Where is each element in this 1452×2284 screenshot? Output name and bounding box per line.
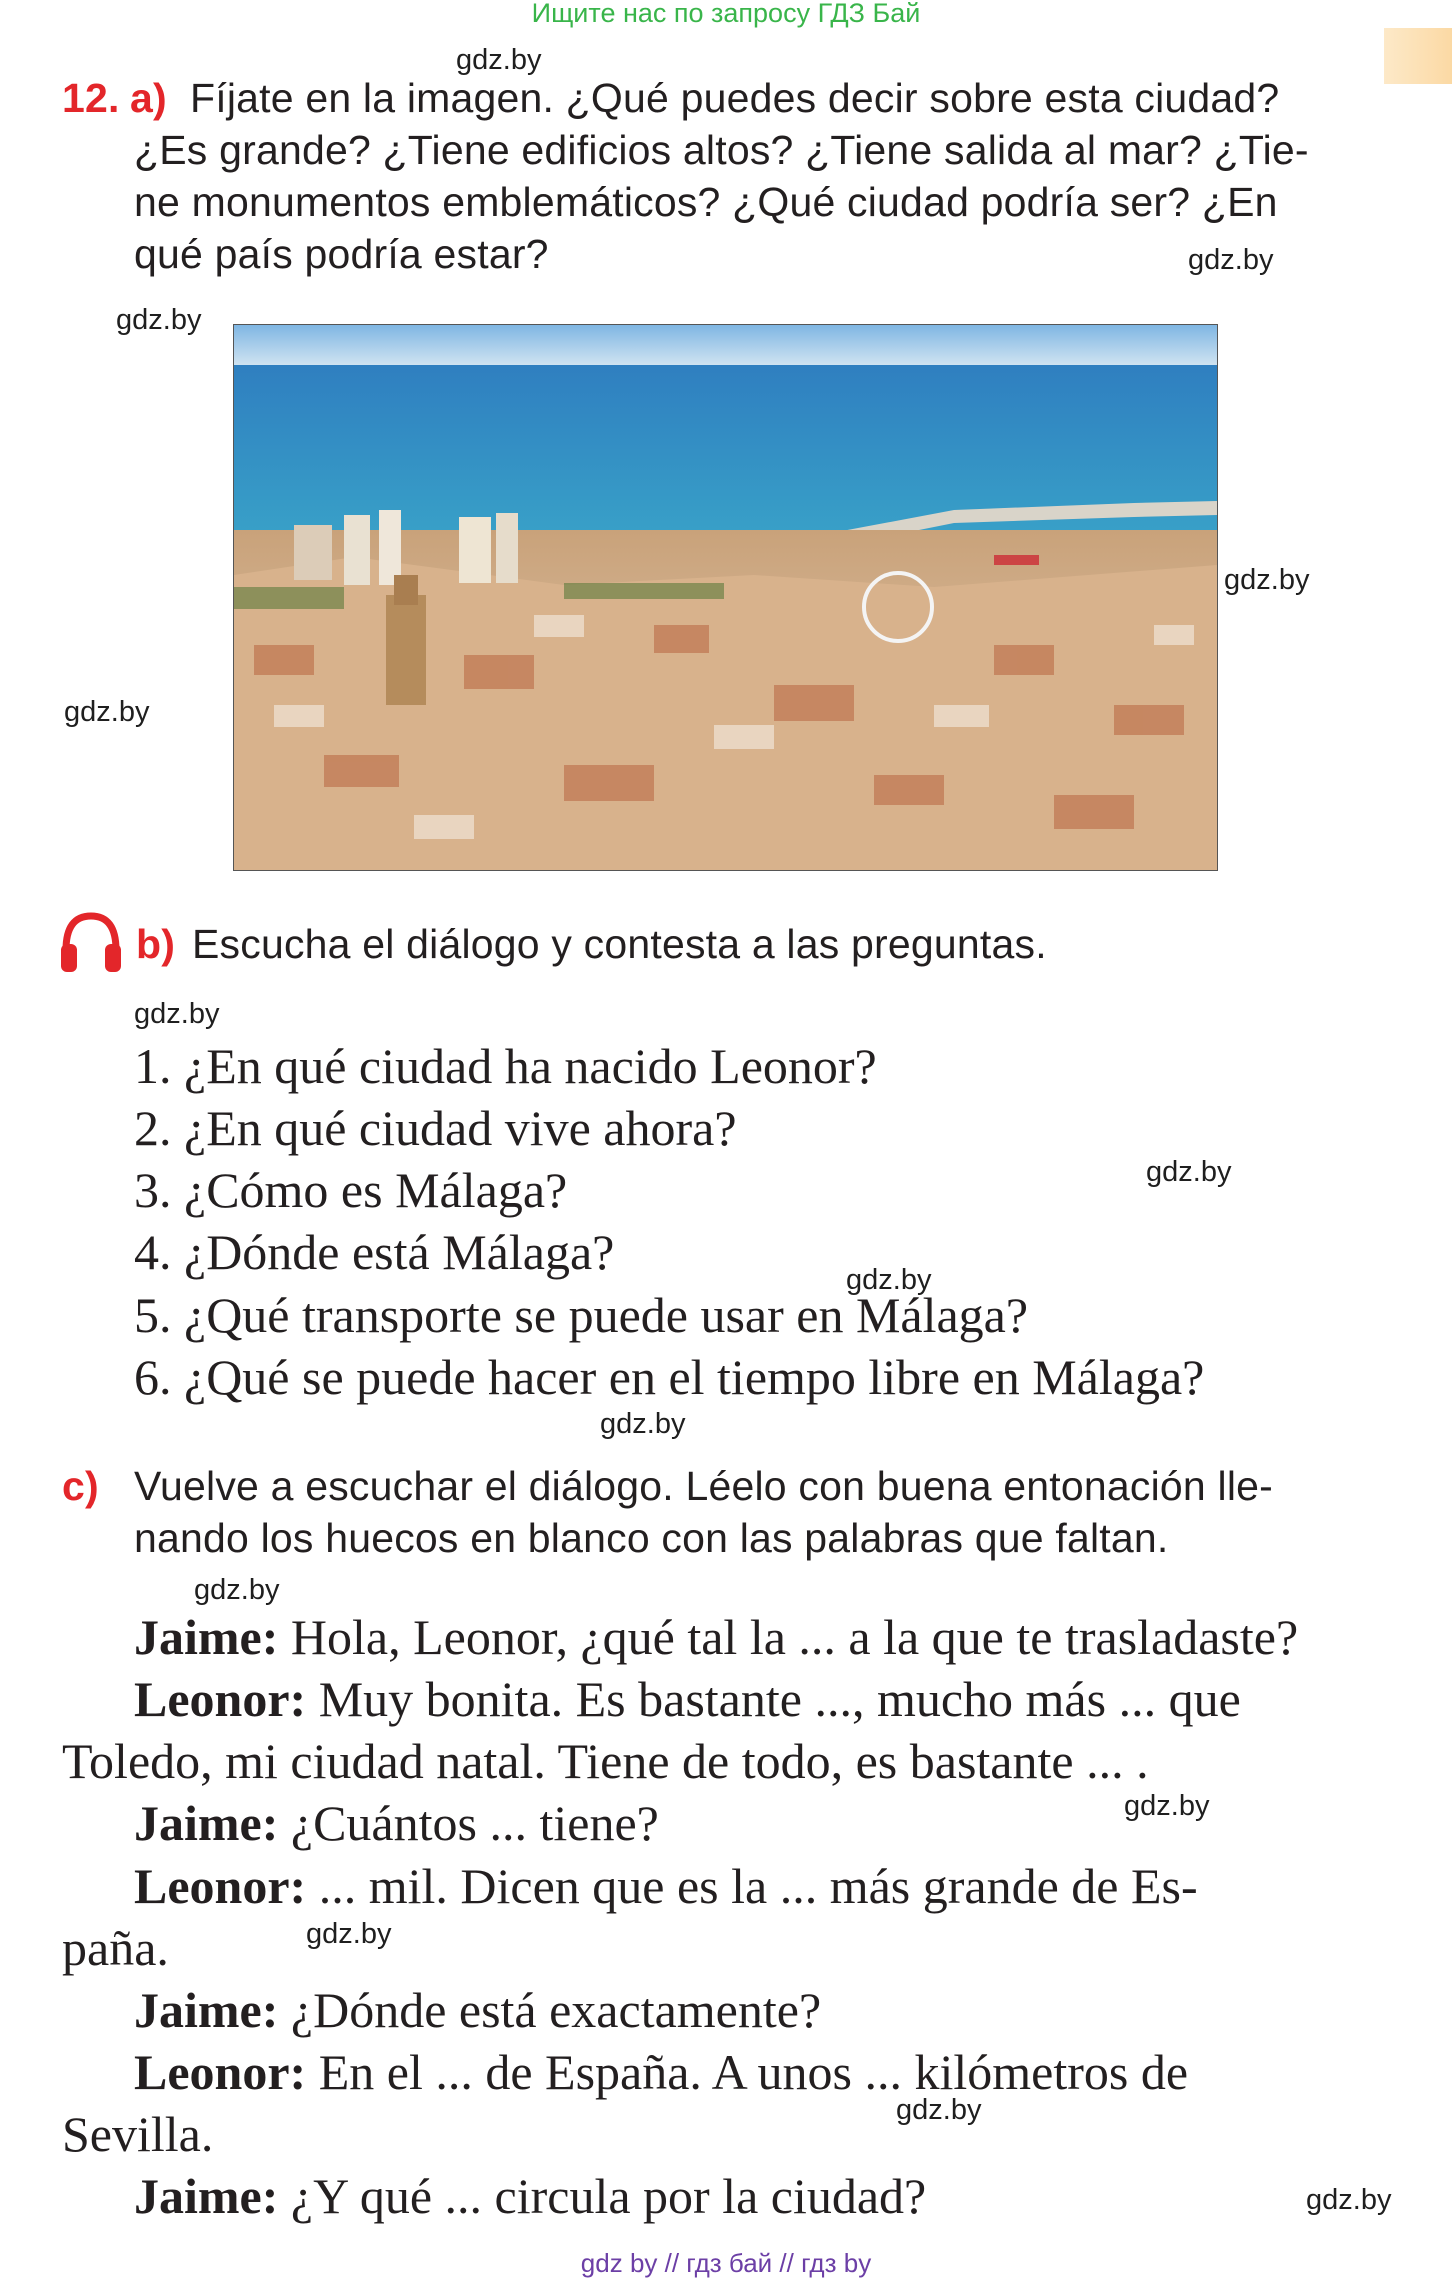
part-c-line: Vuelve a escuchar el diálogo. Léelo con buena entonación lle- bbox=[134, 1463, 1273, 1509]
dialogue-text: ¿Cuántos ... tiene? bbox=[278, 1795, 659, 1851]
watermark: gdz.by bbox=[1224, 564, 1310, 596]
dialogue-line bbox=[134, 1979, 821, 2041]
dialogue-text: Hola, Leonor, ¿qué tal la ... a la que te trasladaste? bbox=[278, 1609, 1299, 1665]
dialogue-text: ... mil. Dicen que es la ... más grande de Es- bbox=[306, 1858, 1198, 1914]
dialogue-line bbox=[62, 1917, 169, 1979]
part-c-line: nando los huecos en blanco con las palabras que faltan. bbox=[134, 1515, 1169, 1561]
top-banner: Ищите нас по запросу ГДЗ Бай bbox=[531, 0, 921, 28]
speaker-name: Leonor: bbox=[134, 1858, 307, 1914]
question-item: 2. ¿En qué ciudad vive ahora? bbox=[134, 1100, 737, 1156]
dialogue-text: Sevilla. bbox=[62, 2106, 214, 2162]
question-item: 1. ¿En qué ciudad ha nacido Leonor? bbox=[134, 1038, 877, 1094]
page-corner-tab bbox=[1384, 28, 1452, 84]
dialogue-text: ¿Y qué ... circula por la ciudad? bbox=[278, 2168, 927, 2224]
speaker-name: Leonor: bbox=[134, 2044, 307, 2100]
part-a-line: qué país podría estar? bbox=[134, 231, 549, 277]
dialogue-text: paña. bbox=[62, 1920, 169, 1976]
footer-links[interactable]: gdz by // гдз бай // гдз by bbox=[580, 2248, 872, 2278]
exercise-number: 12. bbox=[62, 75, 120, 121]
watermark: gdz.by bbox=[456, 44, 542, 76]
question-item: 5. ¿Qué transporte se puede usar en Málaga? bbox=[134, 1287, 1029, 1343]
watermark: gdz.by bbox=[306, 1918, 392, 1950]
dialogue-text: En el ... de España. A unos ... kilómetros de bbox=[306, 2044, 1189, 2100]
speaker-name: Leonor: bbox=[134, 1671, 307, 1727]
watermark: gdz.by bbox=[600, 1408, 686, 1440]
part-a-label: a) bbox=[130, 75, 167, 121]
dialogue-text: Muy bonita. Es bastante ..., mucho más ... que bbox=[306, 1671, 1241, 1727]
watermark: gdz.by bbox=[1306, 2184, 1392, 2216]
watermark: gdz.by bbox=[1146, 1156, 1232, 1188]
dialogue-line bbox=[134, 2041, 1188, 2103]
watermark: gdz.by bbox=[896, 2094, 982, 2126]
watermark: gdz.by bbox=[846, 1264, 932, 1296]
part-b-instruction: Escucha el diálogo y contesta a las preguntas. bbox=[192, 921, 1047, 967]
speaker-name: Jaime: bbox=[134, 1982, 279, 2038]
watermark: gdz.by bbox=[134, 998, 220, 1030]
speaker-name: Jaime: bbox=[134, 1795, 279, 1851]
dialogue-line bbox=[134, 1855, 1198, 1917]
dialogue-line bbox=[134, 1792, 659, 1854]
part-a-line: ¿Es grande? ¿Tiene edificios altos? ¿Tiene salida al mar? ¿Tie- bbox=[134, 127, 1309, 173]
headphones-icon[interactable] bbox=[58, 910, 124, 979]
dialogue-text: Toledo, mi ciudad natal. Tiene de todo, es bastante ... . bbox=[62, 1733, 1149, 1789]
malaga-city-photo bbox=[233, 324, 1218, 871]
speaker-name: Jaime: bbox=[134, 1609, 279, 1665]
watermark: gdz.by bbox=[1124, 1790, 1210, 1822]
dialogue-line bbox=[134, 1606, 1298, 1668]
speaker-name: Jaime: bbox=[134, 2168, 279, 2224]
question-item: 6. ¿Qué se puede hacer en el tiempo libre en Málaga? bbox=[134, 1349, 1205, 1405]
part-a-line: Fíjate en la imagen. ¿Qué puedes decir sobre esta ciudad? bbox=[190, 75, 1280, 121]
dialogue-text: ¿Dónde está exactamente? bbox=[278, 1982, 822, 2038]
dialogue-line bbox=[62, 1730, 1149, 1792]
watermark: gdz.by bbox=[194, 1574, 280, 1606]
dialogue-line bbox=[62, 2103, 213, 2165]
dialogue-line bbox=[134, 1668, 1241, 1730]
watermark: gdz.by bbox=[64, 696, 150, 728]
watermark: gdz.by bbox=[1188, 244, 1274, 276]
part-a-line: ne monumentos emblemáticos? ¿Qué ciudad podría ser? ¿En bbox=[134, 179, 1278, 225]
question-item: 3. ¿Cómo es Málaga? bbox=[134, 1162, 568, 1218]
question-item: 4. ¿Dónde está Málaga? bbox=[134, 1224, 615, 1280]
dialogue-line bbox=[134, 2165, 926, 2227]
watermark: gdz.by bbox=[116, 304, 202, 336]
part-b-label: b) bbox=[136, 921, 176, 967]
part-c-label: c) bbox=[62, 1463, 99, 1509]
